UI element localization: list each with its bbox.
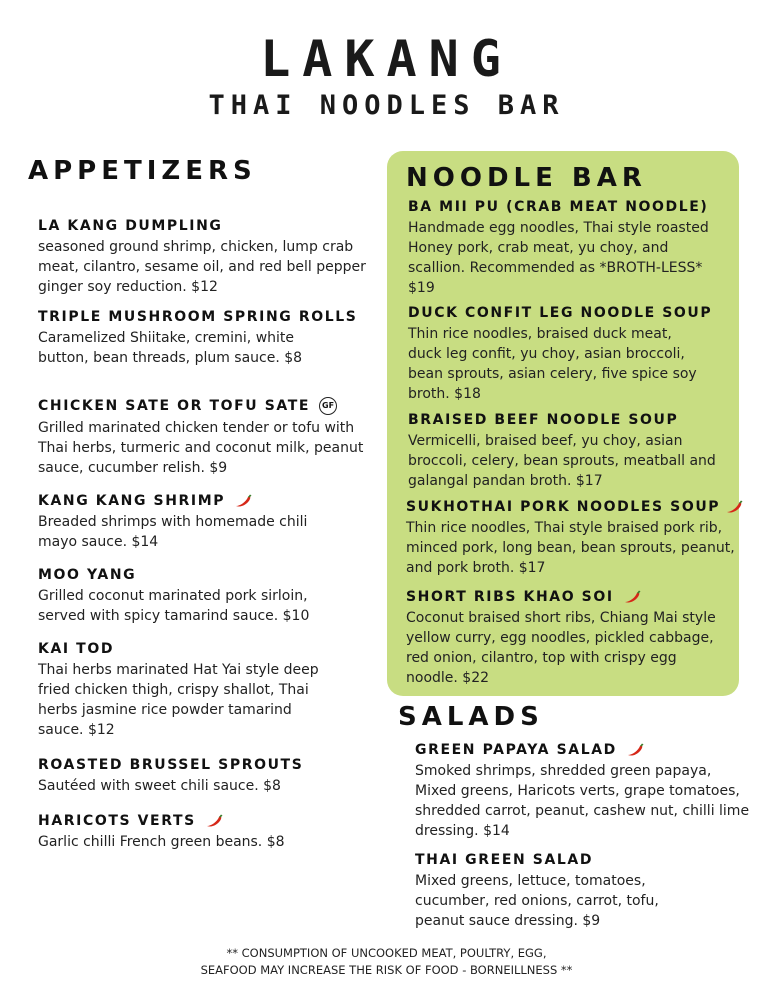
menu-item-description: Mixed greens, lettuce, tomatoes, cucumber, red onions, carrot, tofu, peanut sauce dressing. $9 bbox=[415, 873, 659, 929]
menu-item bbox=[38, 567, 348, 626]
menu-item bbox=[415, 852, 705, 931]
restaurant-subtitle: THAI NOODLES BAR bbox=[208, 90, 565, 121]
menu-item bbox=[406, 589, 716, 688]
menu-item-description: Thin rice noodles, braised duck meat, duck leg confit, yu choy, asian broccoli, bean sprouts, asian celery, five spice soy broth. $18 bbox=[408, 326, 697, 402]
menu-item-description: Caramelized Shiitake, cremini, white button, bean threads, plum sauce. $8 bbox=[38, 330, 303, 366]
food-safety-disclaimer bbox=[0, 945, 773, 979]
menu-item-name: SUKHOTHAI PORK NOODLES SOUP bbox=[406, 499, 721, 515]
menu-item-description: Thin rice noodles, Thai style braised pork rib, minced pork, long bean, bean sprouts, peanut, and pork broth. $17 bbox=[406, 520, 735, 576]
menu-item-name-row bbox=[415, 742, 750, 758]
menu-item-name: HARICOTS VERTS bbox=[38, 813, 196, 829]
menu-item-name: LA KANG DUMPLING bbox=[38, 218, 223, 234]
salads-heading: SALADS bbox=[398, 702, 544, 732]
menu-item-name: BA MII PU (CRAB MEAT NOODLE) bbox=[408, 199, 709, 215]
chili-pepper-icon bbox=[233, 493, 253, 509]
menu-item bbox=[38, 218, 368, 297]
menu-item-name-row bbox=[38, 813, 348, 829]
chili-pepper-icon bbox=[625, 742, 645, 758]
menu-item-name-row bbox=[406, 499, 736, 515]
noodle-bar-heading: NOODLE BAR bbox=[406, 163, 647, 193]
menu-item-description: Garlic chilli French green beans. $8 bbox=[38, 834, 285, 850]
menu-item-name: DUCK CONFIT LEG NOODLE SOUP bbox=[408, 305, 713, 321]
gluten-free-badge: GF bbox=[319, 397, 337, 415]
menu-item bbox=[38, 493, 328, 552]
menu-item-description: Breaded shrimps with homemade chili mayo sauce. $14 bbox=[38, 514, 308, 550]
menu-item-description: Vermicelli, braised beef, yu choy, asian broccoli, celery, bean sprouts, meatball and galangal pandan broth. $17 bbox=[408, 433, 716, 489]
menu-item-name-row bbox=[38, 397, 368, 415]
menu-item-name: MOO YANG bbox=[38, 567, 137, 583]
restaurant-name: LAKANG bbox=[260, 30, 513, 88]
menu-item-name: CHICKEN SATE OR TOFU SATE bbox=[38, 398, 311, 414]
menu-item-name: KANG KANG SHRIMP bbox=[38, 493, 226, 509]
menu-item-description: seasoned ground shrimp, chicken, lump crab meat, cilantro, sesame oil, and red bell pepper ginger soy reduction. $12 bbox=[38, 239, 366, 295]
chili-pepper-icon bbox=[622, 589, 642, 605]
menu-item-name: TRIPLE MUSHROOM SPRING ROLLS bbox=[38, 309, 358, 325]
menu-item bbox=[38, 757, 348, 796]
menu-item-description: Coconut braised short ribs, Chiang Mai style yellow curry, egg noodles, pickled cabbage, red onion, cilantro, top with crispy egg noodle. $22 bbox=[406, 610, 716, 686]
menu-item-description: Grilled marinated chicken tender or tofu with Thai herbs, turmeric and coconut milk, peanut sauce, cucumber relish. $9 bbox=[38, 420, 364, 476]
menu-item-name-row bbox=[38, 493, 328, 509]
menu-item-description: Smoked shrimps, shredded green papaya, Mixed greens, Haricots verts, grape tomatoes, shredded carrot, peanut, cashew nut, chilli lime dressing. $14 bbox=[415, 763, 750, 839]
menu-item bbox=[38, 397, 368, 478]
disclaimer-line-1: ** CONSUMPTION OF UNCOOKED MEAT, POULTRY, EGG, bbox=[226, 946, 547, 960]
menu-item-name: THAI GREEN SALAD bbox=[415, 852, 594, 868]
menu-item-description: Thai herbs marinated Hat Yai style deep fried chicken thigh, crispy shallot, Thai herbs jasmine rice powder tamarind sauce. $12 bbox=[38, 662, 319, 738]
menu-item-name-row bbox=[406, 589, 716, 605]
appetizers-heading: APPETIZERS bbox=[28, 156, 257, 186]
menu-item-name: BRAISED BEEF NOODLE SOUP bbox=[408, 412, 679, 428]
disclaimer-line-2: SEAFOOD MAY INCREASE THE RISK OF FOOD - BORNEILLNESS ** bbox=[200, 963, 573, 977]
menu-item bbox=[408, 305, 713, 404]
menu-item-description: Handmade egg noodles, Thai style roasted Honey pork, crab meat, yu choy, and scallion. Recommended as *BROTH-LESS* $19 bbox=[408, 220, 709, 296]
menu-item-name: GREEN PAPAYA SALAD bbox=[415, 742, 617, 758]
menu-item-description: Grilled coconut marinated pork sirloin, served with spicy tamarind sauce. $10 bbox=[38, 588, 310, 624]
menu-item-name: KAI TOD bbox=[38, 641, 115, 657]
menu-item bbox=[415, 742, 750, 841]
menu-item bbox=[408, 199, 726, 298]
menu-item-name: SHORT RIBS KHAO SOI bbox=[406, 589, 614, 605]
menu-item-description: Sautéed with sweet chili sauce. $8 bbox=[38, 778, 281, 794]
menu-item bbox=[38, 309, 358, 368]
menu-item-name: ROASTED BRUSSEL SPROUTS bbox=[38, 757, 304, 773]
chili-pepper-icon bbox=[724, 499, 744, 515]
chili-pepper-icon bbox=[204, 813, 224, 829]
menu-item bbox=[406, 499, 736, 578]
menu-item bbox=[38, 813, 348, 852]
menu-item bbox=[408, 412, 726, 491]
menu-item bbox=[38, 641, 323, 740]
